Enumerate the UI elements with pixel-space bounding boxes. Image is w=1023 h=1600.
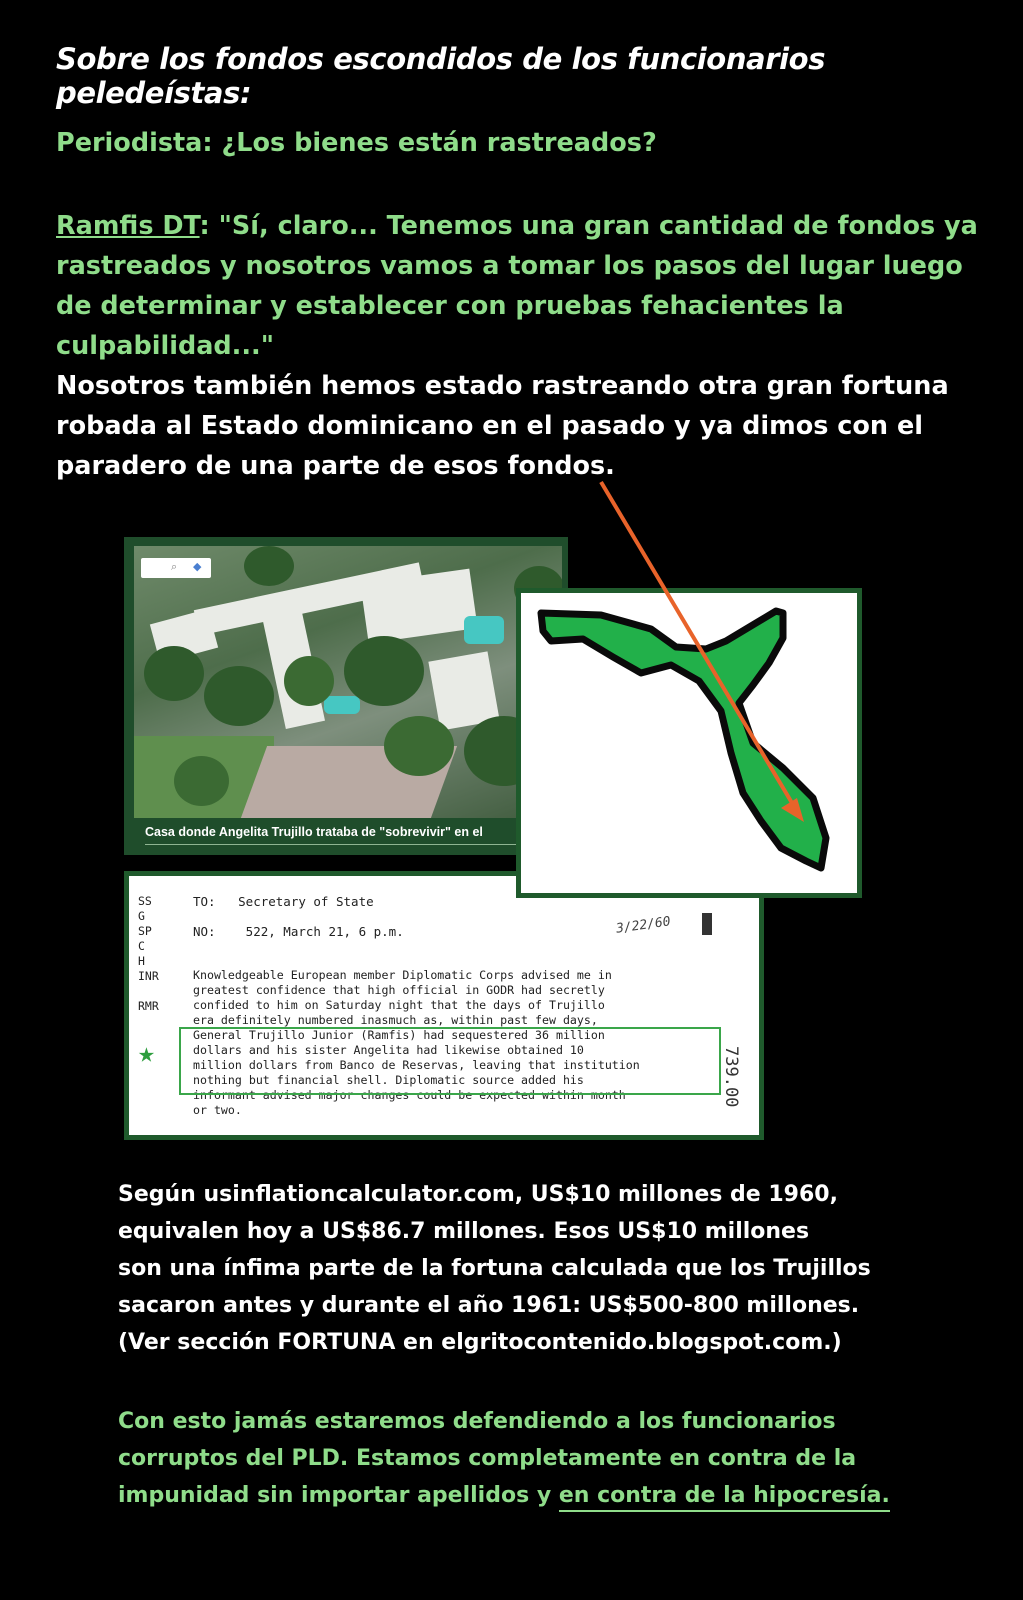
- doc-recipient: TO: Secretary of State: [193, 894, 374, 909]
- highlight-box: [179, 1027, 721, 1095]
- directions-icon[interactable]: ◆: [193, 560, 202, 573]
- doc-line: era definitely numbered inasmuch as, within past few days,: [193, 1013, 598, 1027]
- tracking-paragraph: Nosotros también hemos estado rastreando otra gran fortuna robada al Estado dominicano en el pasado y ya dimos con el paradero de una parte de esos fondos.: [56, 371, 949, 481]
- doc-line: informant advised major changes could be expected within month: [193, 1088, 626, 1102]
- file-mark: [702, 913, 712, 935]
- inflation-line: Según usinflationcalculator.com, US$10 millones de 1960,: [118, 1182, 838, 1207]
- doc-line: nothing but financial shell. Diplomatic source added his: [193, 1073, 584, 1087]
- caption-divider: [145, 844, 545, 845]
- florida-outline-icon: [521, 593, 857, 893]
- doc-number: NO: 522, March 21, 6 p.m.: [193, 924, 404, 939]
- florida-map-card: [516, 588, 862, 898]
- doc-line: General Trujillo Junior (Ramfis) had sequestered 36 million: [193, 1028, 605, 1042]
- doc-line: greatest confidence that high official in GODR had secretly: [193, 983, 605, 997]
- inflation-line: equivalen hoy a US$86.7 millones. Esos US$10 millones: [118, 1219, 810, 1244]
- closing-paragraph: [118, 1403, 938, 1514]
- ramfis-answer: [56, 206, 996, 366]
- doc-line: million dollars from Banco de Reservas, leaving that institution: [193, 1058, 640, 1072]
- doc-line: confided to him on Saturday night that the days of Trujillo: [193, 998, 605, 1012]
- doc-line: Knowledgeable European member Diplomatic Corps advised me in: [193, 968, 612, 982]
- page-title: Sobre los fondos escondidos de los funcionarios peledeístas:: [56, 42, 826, 110]
- doc-line: or two.: [193, 1103, 242, 1117]
- photo-caption: Casa donde Angelita Trujillo trataba de "sobrevivir" en el: [145, 825, 483, 839]
- closing-line: impunidad sin importar apellidos y en contra de la hipocresía.: [118, 1477, 938, 1514]
- date-stamp: 3/22/60: [615, 914, 672, 937]
- routing-codes: SS G SP C H INR RMR: [138, 894, 159, 1013]
- inflation-line: sacaron antes y durante el año 1961: US$500-800 millones.: [118, 1293, 860, 1318]
- aerial-photo-card: [124, 537, 568, 855]
- telegram-document: [124, 871, 764, 1140]
- speaker-link[interactable]: Ramfis DT: [56, 211, 200, 241]
- search-icon[interactable]: ⌕: [171, 560, 178, 573]
- closing-line: corruptos del PLD. Estamos completamente en contra de la: [118, 1446, 857, 1471]
- inflation-line: (Ver sección FORTUNA en elgritocontenido.blogspot.com.): [118, 1330, 842, 1355]
- inflation-paragraph: [118, 1176, 918, 1361]
- hypocrisy-underlined: en contra de la hipocresía.: [559, 1483, 890, 1512]
- doc-line: dollars and his sister Angelita had likewise obtained 10: [193, 1043, 584, 1057]
- map-search-box[interactable]: [141, 558, 211, 578]
- star-icon: ★: [138, 1036, 155, 1069]
- journalist-question: Periodista: ¿Los bienes están rastreados?: [56, 128, 657, 158]
- inflation-line: son una ínfima parte de la fortuna calculada que los Trujillos: [118, 1256, 871, 1281]
- aerial-house-photo: [134, 546, 562, 818]
- answer-text: : "Sí, claro... Tenemos una gran cantidad de fondos ya rastreados y nosotros vamos a tomar los pasos del lugar luego de determinar y establecer con pruebas fehacientes la culpabilidad...": [56, 211, 978, 361]
- closing-line: Con esto jamás estaremos defendiendo a los funcionarios: [118, 1409, 836, 1434]
- file-number: 739.00: [721, 1046, 741, 1108]
- florida-shape: [541, 611, 826, 868]
